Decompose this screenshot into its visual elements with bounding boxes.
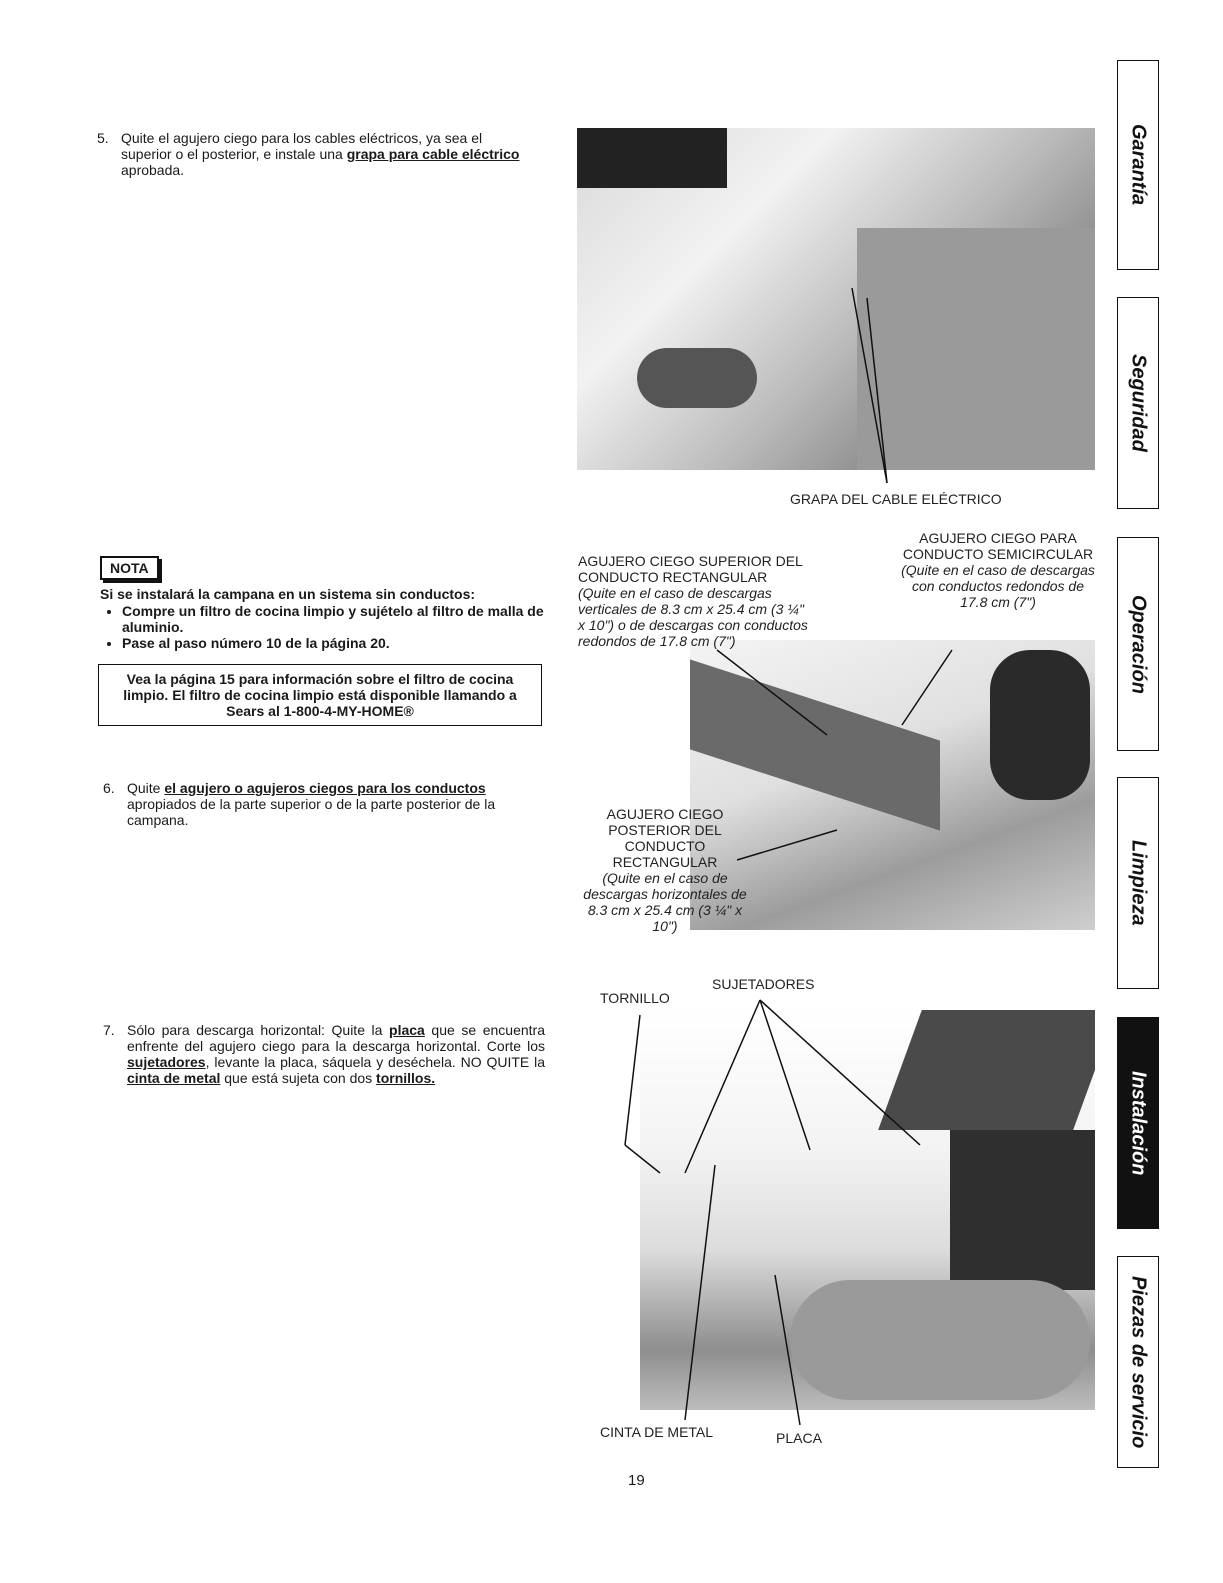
caption-posterior-desc: (Quite en el caso de descargas horizontales de 8.3 cm x 25.4 cm (3 ¼" x 10") xyxy=(583,870,747,934)
nota-badge: NOTA xyxy=(100,556,159,580)
term-link: sujetadores xyxy=(127,1054,206,1070)
step-text: Quite el agujero o agujeros ciegos para los conductos apropiados de la parte superior o de la parte posterior de la campana. xyxy=(127,780,496,828)
nota-bullet: • Compre un filtro de cocina limpio y sujételo al filtro de malla de aluminio. xyxy=(122,603,562,635)
caption-superior xyxy=(578,553,858,649)
step-6 xyxy=(103,780,548,840)
step-number: 5. xyxy=(97,130,109,146)
step-7 xyxy=(103,1022,548,1122)
term-link: tornillos. xyxy=(376,1070,436,1086)
page-number: 19 xyxy=(628,1472,645,1489)
caption-superior-desc: (Quite en el caso de descargas verticales de 8.3 cm x 25.4 cm (3 ¼" x 10") o de descargas con conductos redondos de 17.8 cm (7") xyxy=(578,585,808,649)
step-number: 7. xyxy=(103,1022,115,1038)
caption-tornillo: TORNILLO xyxy=(600,990,670,1006)
tab-garantia[interactable]: Garantía xyxy=(1117,60,1159,270)
caption-semicircular-title: AGUJERO CIEGO PARA CONDUCTO SEMICIRCULAR xyxy=(902,530,1094,562)
term-link: el agujero o agujeros ciegos para los conductos xyxy=(164,780,486,796)
photo3-leader-lines xyxy=(600,995,1100,1435)
caption-semicircular xyxy=(898,530,1098,610)
caption-posterior-title: AGUJERO CIEGO POSTERIOR DEL CONDUCTO RECTANGULAR xyxy=(606,806,724,870)
nota-heading: Si se instalará la campana en un sistema sin conductos: xyxy=(100,586,476,602)
nota-bullets xyxy=(104,603,562,651)
caption-sujetadores: SUJETADORES xyxy=(712,976,815,992)
term-link: grapa para cable eléctrico xyxy=(346,146,520,162)
tab-piezas-de-servicio[interactable]: Piezas de servicio xyxy=(1117,1256,1159,1468)
caption-posterior xyxy=(580,806,750,934)
step-text: Quite el agujero ciego para los cables eléctricos, ya sea el superior o el posterior, e instale una grapa para cable eléctrico aprobada. xyxy=(121,130,520,178)
tab-seguridad[interactable]: Seguridad xyxy=(1117,297,1159,509)
photo1-leader-lines xyxy=(577,128,1095,488)
caption-superior-title: AGUJERO CIEGO SUPERIOR DEL CONDUCTO RECTANGULAR xyxy=(578,553,803,585)
info-box: Vea la página 15 para información sobre el filtro de cocina limpio. El filtro de cocina limpio está disponible llamando a Sears al 1-800-4-MY-HOME® xyxy=(98,664,542,726)
term-link: placa xyxy=(389,1022,425,1038)
step-5 xyxy=(97,130,542,190)
tab-limpieza[interactable]: Limpieza xyxy=(1117,777,1159,989)
tab-operacion[interactable]: Operación xyxy=(1117,537,1159,751)
step-number: 6. xyxy=(103,780,115,796)
caption-semicircular-desc: (Quite en el caso de descargas con conductos redondos de 17.8 cm (7") xyxy=(901,562,1095,610)
nota-bullet: • Pase al paso número 10 de la página 20. xyxy=(122,635,562,651)
caption-placa: PLACA xyxy=(776,1430,822,1446)
step-text: Sólo para descarga horizontal: Quite la placa que se encuentra enfrente del agujero ciego para la descarga horizontal. Corte los sujetadores, levante la placa, sáquela y deséchela. NO QUITE la cinta de metal que está sujeta con dos tornillos. xyxy=(127,1022,545,1086)
term-link: cinta de metal xyxy=(127,1070,221,1086)
caption-cinta: CINTA DE METAL xyxy=(600,1424,714,1440)
tab-instalacion[interactable]: Instalación xyxy=(1117,1017,1159,1229)
caption-grapa: GRAPA DEL CABLE ELÉCTRICO xyxy=(790,491,1002,507)
